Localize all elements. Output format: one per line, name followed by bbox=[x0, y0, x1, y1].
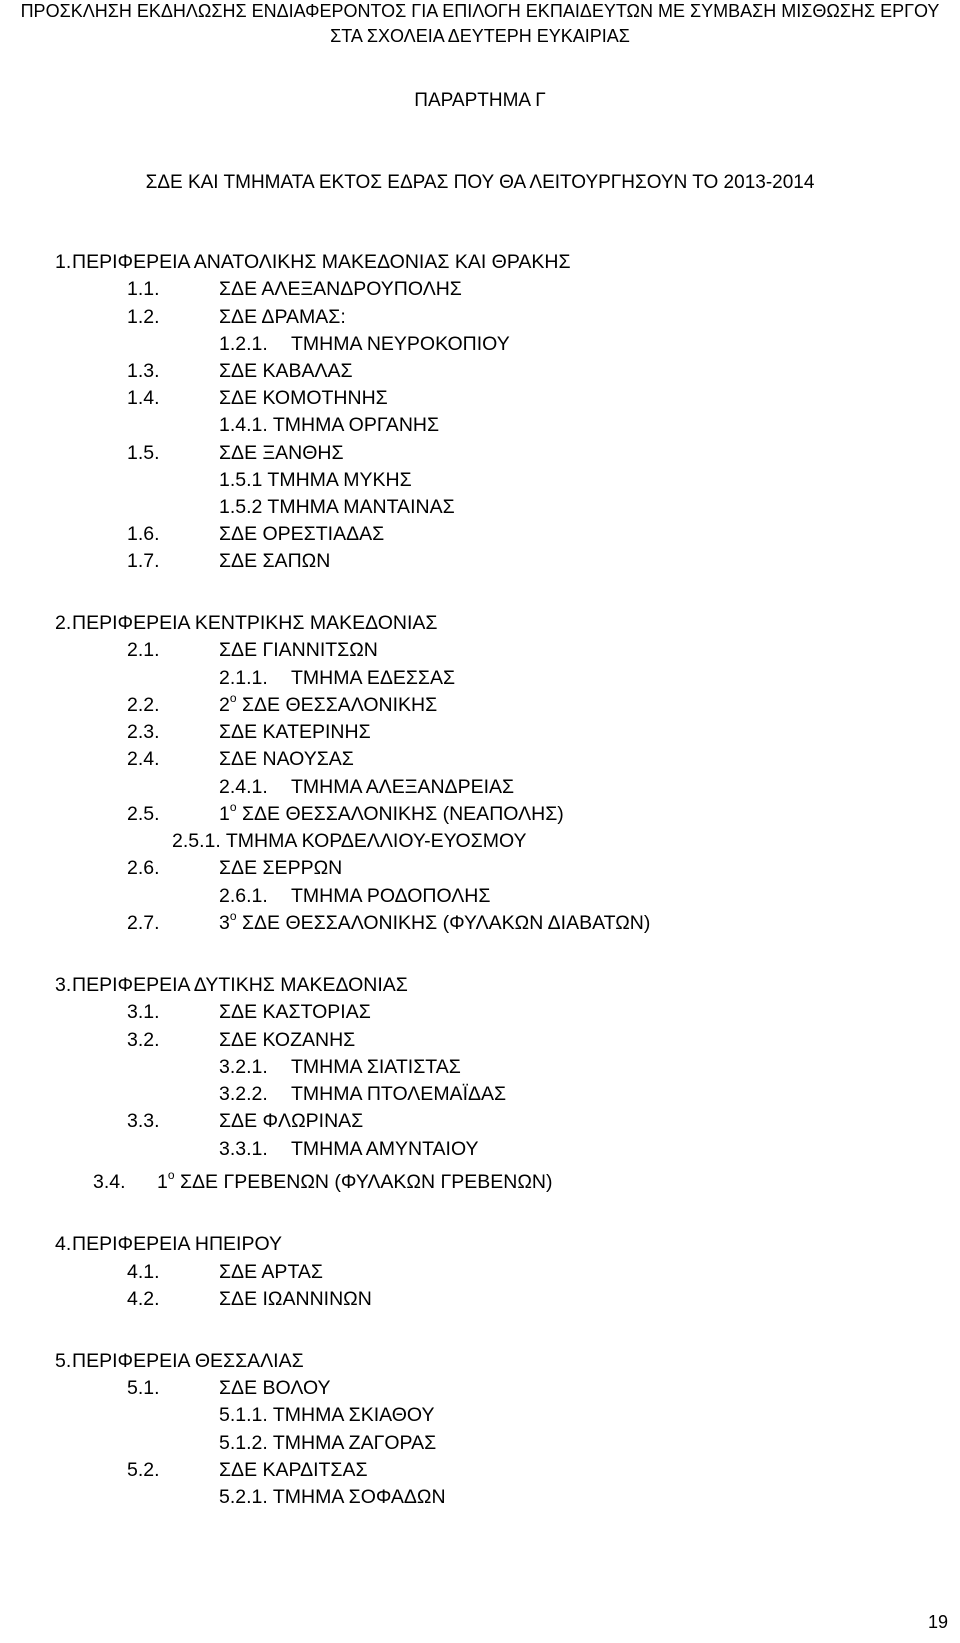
list-item: 3.3.1. ΤΜΗΜΑ ΑΜΥΝΤΑΙΟΥ bbox=[219, 1138, 479, 1160]
list-item: 2.1. ΣΔΕ ΓΙΑΝΝΙΤΣΩΝ bbox=[127, 639, 378, 661]
list-item: 2.7. $3^o$ ΣΔΕ ΘΕΣΣΑΛΟΝΙΚΗΣ (ΦΥΛΑΚΩΝ ΔΙΑΒΑΤΩΝ) bbox=[127, 909, 651, 934]
header-title-line-1: ΠΡΟΣΚΛΗΣΗ ΕΚΔΗΛΩΣΗΣ ΕΝΔΙΑΦΕΡΟΝΤΟΣ ΓΙΑ ΕΠΙΛΟΓΗ ΕΚΠΑΙΔΕΥΤΩΝ ΜΕ ΣΥΜΒΑΣΗ ΜΙΣΘΩΣΗΣ ΕΡΓΟΥ bbox=[20, 1, 940, 21]
list-item: 3.2. ΣΔΕ ΚΟΖΑΝΗΣ bbox=[127, 1029, 356, 1051]
document-subtitle: ΣΔΕ ΚΑΙ ΤΜΗΜΑΤΑ ΕΚΤΟΣ ΕΔΡΑΣ ΠΟΥ ΘΑ ΛΕΙΤΟΥΡΓΗΣΟΥΝ ΤΟ 2013-2014 bbox=[145, 172, 815, 193]
list-item: 1.2.1. ΤΜΗΜΑ ΝΕΥΡΟΚΟΠΙΟΥ bbox=[219, 333, 510, 355]
region-heading: 2.ΠΕΡΙΦΕΡΕΙΑ ΚΕΝΤΡΙΚΗΣ ΜΑΚΕΔΟΝΙΑΣ bbox=[55, 612, 438, 634]
list-item: 1.3. ΣΔΕ ΚΑΒΑΛΑΣ bbox=[127, 360, 353, 382]
list-item: 3.4. $1^o$ ΣΔΕ ΓΡΕΒΕΝΩΝ (ΦΥΛΑΚΩΝ ΓΡΕΒΕΝΩΝ) bbox=[93, 1168, 553, 1193]
list-item: 2.1.1. ΤΜΗΜΑ ΕΔΕΣΣΑΣ bbox=[219, 667, 456, 689]
region-heading: 1.ΠΕΡΙΦΕΡΕΙΑ ΑΝΑΤΟΛΙΚΗΣ ΜΑΚΕΔΟΝΙΑΣ ΚΑΙ ΘΡΑΚΗΣ bbox=[55, 251, 571, 273]
list-item: 2.4. ΣΔΕ ΝΑΟΥΣΑΣ bbox=[127, 748, 354, 770]
region-heading: 5.ΠΕΡΙΦΕΡΕΙΑ ΘΕΣΣΑΛΙΑΣ bbox=[55, 1350, 304, 1372]
list-item: 1.6. ΣΔΕ ΟΡΕΣΤΙΑΔΑΣ bbox=[127, 523, 385, 545]
list-item: 5.1. ΣΔΕ ΒΟΛΟΥ bbox=[127, 1377, 331, 1399]
list-item: 4.1. ΣΔΕ ΑΡΤΑΣ bbox=[127, 1261, 323, 1283]
header-title-line-2: ΣΤΑ ΣΧΟΛΕΙΑ ΔΕΥΤΕΡΗ ΕΥΚΑΙΡΙΑΣ bbox=[330, 26, 630, 46]
list-item: 5.1.2. ΤΜΗΜΑ ΖΑΓΟΡΑΣ bbox=[219, 1432, 437, 1454]
list-item: 2.5.1. ΤΜΗΜΑ ΚΟΡΔΕΛΛΙΟΥ-ΕΥΟΣΜΟΥ bbox=[172, 830, 527, 852]
list-item: 5.1.1. ΤΜΗΜΑ ΣΚΙΑΘΟΥ bbox=[219, 1404, 435, 1426]
list-item: 3.2.2. ΤΜΗΜΑ ΠΤΟΛΕΜΑΪΔΑΣ bbox=[219, 1083, 507, 1105]
list-item: 2.6. ΣΔΕ ΣΕΡΡΩΝ bbox=[127, 857, 343, 879]
page-number: 19 bbox=[927, 1612, 948, 1632]
list-item: 3.2.1. ΤΜΗΜΑ ΣΙΑΤΙΣΤΑΣ bbox=[219, 1056, 461, 1078]
list-item: 3.1. ΣΔΕ ΚΑΣΤΟΡΙΑΣ bbox=[127, 1001, 371, 1023]
appendix-title: ΠΑΡΑΡΤΗΜΑ Γ bbox=[414, 90, 546, 111]
list-item: 1.2. ΣΔΕ ΔΡΑΜΑΣ: bbox=[127, 306, 346, 328]
list-item: 5.2. ΣΔΕ ΚΑΡΔΙΤΣΑΣ bbox=[127, 1459, 368, 1481]
list-item: 1.4.1. ΤΜΗΜΑ ΟΡΓΑΝΗΣ bbox=[219, 414, 440, 436]
region-heading: 3.ΠΕΡΙΦΕΡΕΙΑ ΔΥΤΙΚΗΣ ΜΑΚΕΔΟΝΙΑΣ bbox=[55, 974, 408, 996]
list-item: 1.1. ΣΔΕ ΑΛΕΞΑΝΔΡΟΥΠΟΛΗΣ bbox=[127, 278, 462, 300]
list-item: 1.5.1 ΤΜΗΜΑ ΜΥΚΗΣ bbox=[219, 469, 412, 491]
list-item: 2.6.1. ΤΜΗΜΑ ΡΟΔΟΠΟΛΗΣ bbox=[219, 885, 491, 907]
list-item: 1.7. ΣΔΕ ΣΑΠΩΝ bbox=[127, 550, 331, 572]
list-item: 2.5. $1^o$ ΣΔΕ ΘΕΣΣΑΛΟΝΙΚΗΣ (ΝΕΑΠΟΛΗΣ) bbox=[127, 800, 564, 825]
list-item: 1.5. ΣΔΕ ΞΑΝΘΗΣ bbox=[127, 442, 344, 464]
list-item: 2.4.1. ΤΜΗΜΑ ΑΛΕΞΑΝΔΡΕΙΑΣ bbox=[219, 776, 515, 798]
region-heading: 4.ΠΕΡΙΦΕΡΕΙΑ ΗΠΕΙΡΟΥ bbox=[55, 1233, 282, 1255]
list-item: 1.5.2 ΤΜΗΜΑ ΜΑΝΤΑΙΝΑΣ bbox=[219, 496, 455, 518]
list-item: 2.3. ΣΔΕ ΚΑΤΕΡΙΝΗΣ bbox=[127, 721, 371, 743]
list-item: 2.2. $2^o$ ΣΔΕ ΘΕΣΣΑΛΟΝΙΚΗΣ bbox=[127, 691, 438, 716]
list-item: 3.3. ΣΔΕ ΦΛΩΡΙΝΑΣ bbox=[127, 1110, 364, 1132]
list-item: 1.4. ΣΔΕ ΚΟΜΟΤΗΝΗΣ bbox=[127, 387, 388, 409]
list-item: 4.2. ΣΔΕ ΙΩΑΝΝΙΝΩΝ bbox=[127, 1288, 372, 1310]
list-item: 5.2.1. ΤΜΗΜΑ ΣΟΦΑΔΩΝ bbox=[219, 1486, 446, 1508]
